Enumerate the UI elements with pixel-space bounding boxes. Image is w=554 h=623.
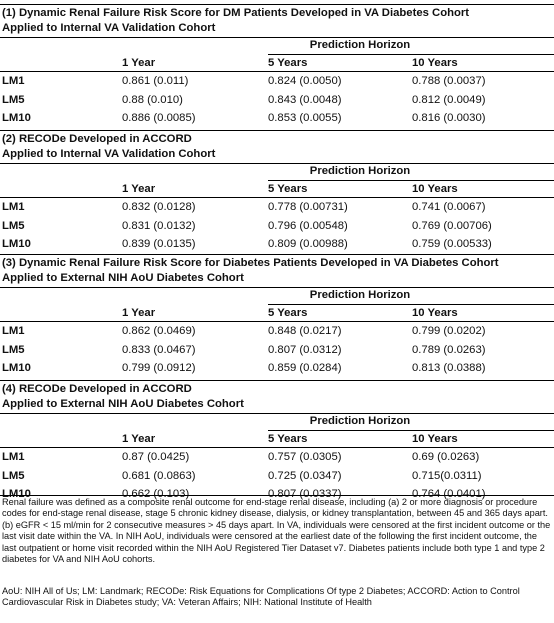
- table-cell: 0.741 (0.0067): [412, 201, 486, 213]
- table-cell: 0.886 (0.0085): [122, 112, 196, 124]
- section-divider: [0, 130, 554, 131]
- title-rule: [0, 413, 554, 414]
- prediction-horizon-label: Prediction Horizon: [309, 415, 411, 427]
- section-title-line: (4) RECODe Developed in ACCORD: [2, 383, 192, 395]
- column-header: 1 Year: [122, 433, 156, 445]
- title-rule: [0, 287, 554, 288]
- table-cell: 0.764 (0.0401): [412, 488, 486, 500]
- section-divider: [0, 254, 554, 255]
- table-cell: 0.662 (0.103): [122, 488, 190, 500]
- row-label: LM10: [2, 362, 31, 374]
- table-cell: 0.843 (0.0048): [268, 93, 342, 106]
- section-divider: [0, 380, 554, 381]
- table-cell: 0.87 (0.0425): [122, 451, 190, 463]
- table-cell: 0.813 (0.0388): [412, 362, 486, 374]
- header-rule: [0, 447, 554, 448]
- table-cell: 0.796 (0.00548): [268, 219, 348, 232]
- row-label: LM10: [2, 238, 31, 250]
- section-title-line: Applied to Internal VA Validation Cohort: [2, 22, 216, 34]
- column-header: 10 Years: [412, 433, 458, 445]
- table-cell: 0.848 (0.0217): [268, 325, 342, 337]
- table-cell: 0.681 (0.0863): [122, 469, 196, 482]
- table-cell: 0.757 (0.0305): [268, 451, 342, 463]
- row-label: LM5: [2, 219, 25, 232]
- row-label: LM1: [2, 75, 25, 87]
- row-label: LM1: [2, 325, 25, 337]
- table-cell: 0.69 (0.0263): [412, 451, 480, 463]
- table-cell: 0.799 (0.0912): [122, 362, 196, 374]
- header-rule: [0, 71, 554, 72]
- row-label: LM5: [2, 343, 25, 356]
- column-header: 10 Years: [412, 57, 458, 69]
- prediction-horizon-label: Prediction Horizon: [309, 289, 411, 301]
- row-label: LM10: [2, 112, 31, 124]
- table-cell: 0.824 (0.0050): [268, 75, 342, 87]
- column-header: 1 Year: [122, 183, 156, 195]
- title-rule: [0, 37, 554, 38]
- table-cell: 0.853 (0.0055): [268, 112, 342, 124]
- table-cell: 0.807 (0.0312): [268, 343, 342, 356]
- column-header: 1 Year: [122, 57, 156, 69]
- section-title-line: Applied to External NIH AoU Diabetes Cohort: [2, 398, 244, 410]
- section-title-line: (2) RECODe Developed in ACCORD: [2, 133, 192, 145]
- section-title-line: Applied to External NIH AoU Diabetes Cohort: [2, 272, 244, 284]
- table-cell: 0.715(0.0311): [412, 469, 482, 482]
- table-cell: 0.832 (0.0128): [122, 201, 196, 213]
- table-cell: 0.799 (0.0202): [412, 325, 486, 337]
- row-label: LM1: [2, 451, 25, 463]
- table-cell: 0.816 (0.0030): [412, 112, 486, 124]
- row-label: LM10: [2, 488, 31, 500]
- table-cell: 0.725 (0.0347): [268, 469, 342, 482]
- table-cell: 0.862 (0.0469): [122, 325, 196, 337]
- column-header: 5 Years: [268, 57, 308, 69]
- table-cell: 0.809 (0.00988): [268, 238, 348, 250]
- table-cell: 0.789 (0.0263): [412, 343, 486, 356]
- section-title-line: (1) Dynamic Renal Failure Risk Score for DM Patients Developed in VA Diabetes Cohort: [2, 7, 470, 19]
- column-header: 5 Years: [268, 183, 308, 195]
- table-cell: 0.833 (0.0467): [122, 343, 196, 356]
- header-rule: [0, 197, 554, 198]
- column-header: 5 Years: [268, 307, 308, 319]
- title-rule: [0, 163, 554, 164]
- table-cell: 0.88 (0.010): [122, 93, 183, 106]
- group-rule: [268, 430, 554, 431]
- section-title-line: Applied to Internal VA Validation Cohort: [2, 148, 216, 160]
- section-title-line: (3) Dynamic Renal Failure Risk Score for Diabetes Patients Developed in VA Diabetes Cohort: [2, 257, 499, 269]
- column-header: 5 Years: [268, 433, 308, 445]
- column-header: 10 Years: [412, 183, 458, 195]
- table-cell: 0.839 (0.0135): [122, 238, 196, 250]
- table-cell: 0.812 (0.0049): [412, 93, 486, 106]
- column-header: 10 Years: [412, 307, 458, 319]
- table-cell: 0.759 (0.00533): [412, 238, 492, 250]
- group-rule: [268, 180, 554, 181]
- table-cell: 0.769 (0.00706): [412, 219, 492, 232]
- row-label: LM5: [2, 93, 25, 106]
- bottom-rule: [0, 495, 554, 496]
- table-cell: 0.788 (0.0037): [412, 75, 486, 87]
- top-rule: [0, 4, 554, 5]
- table-cell: 0.861 (0.011): [122, 75, 189, 87]
- row-label: LM5: [2, 469, 25, 482]
- table-cell: 0.807 (0.0337): [268, 488, 342, 500]
- group-rule: [268, 304, 554, 305]
- table-cell: 0.859 (0.0284): [268, 362, 342, 374]
- column-header: 1 Year: [122, 307, 156, 319]
- row-label: LM1: [2, 201, 25, 213]
- prediction-horizon-label: Prediction Horizon: [309, 165, 411, 177]
- prediction-horizon-label: Prediction Horizon: [309, 39, 411, 51]
- group-rule: [268, 54, 554, 55]
- header-rule: [0, 321, 554, 322]
- footnote: Renal failure was defined as a composite renal outcome for end-stage renal disease, including (a) 2 or more diagnosis or procedure codes for end-stage renal disease, stage 5 chronic kidney disease, dialysis, or kidney transplantation, between 45 and 365 days apart. (b) eGFR < 15 ml/min for 2 consecutive measures > 45 days apart. In VA, individuals were censored at the first incident outcome or the last visit date within the VA. In NIH AoU, individuals were censored at the earliest date of the following the first incident outcome, the last outpatient or home visit recorded within the NIH AoU Registered Tier Dataset v7. Diabetes patients include both type 1 and type 2 diabetes for VA and NIH AoU cohorts.: [2, 497, 551, 565]
- table-cell: 0.778 (0.00731): [268, 201, 348, 213]
- table-cell: 0.831 (0.0132): [122, 219, 196, 232]
- abbreviations-note: AoU: NIH All of Us; LM: Landmark; RECODe: Risk Equations for Complications Of type 2 Diabetes; ACCORD: Action to Control Cardiovascular Risk in Diabetes study; VA: Veteran Affairs; NIH: National Institute of Health: [2, 586, 520, 608]
